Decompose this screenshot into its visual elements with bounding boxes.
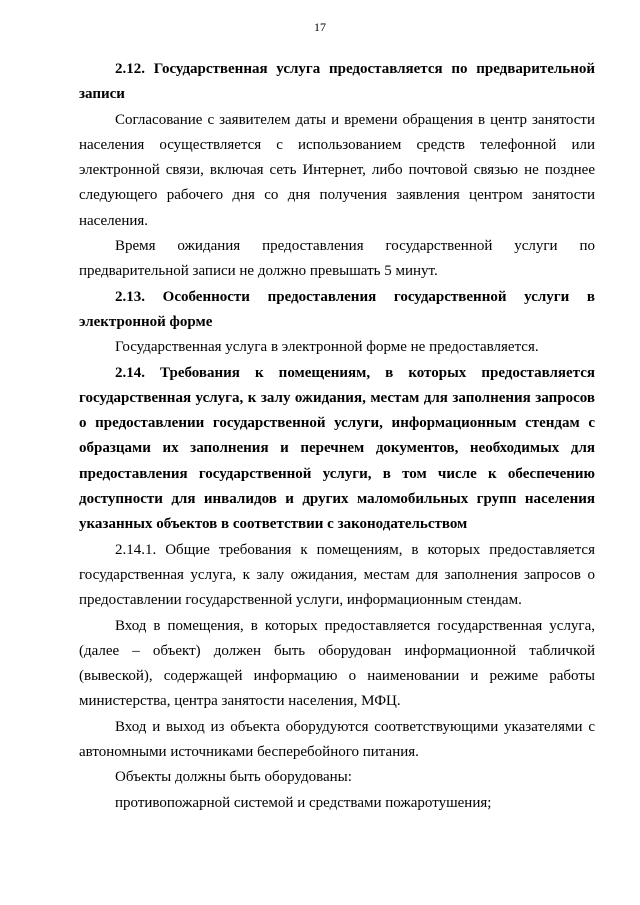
paragraph-electronic-form: Государственная услуга в электронной форме не предоставляется.	[115, 339, 539, 356]
paragraph-appointment-agreement: Согласование с заявителем даты и времени обращения в центр занятости населения осуществляется с использованием средств телефонной или электронной связи, включая сеть Интернет, либо почтовой связью не позднее следующего рабочего дня со дня получения заявления центром занятости населения.	[79, 111, 595, 229]
document-body	[79, 57, 595, 816]
paragraph-entrance-exit-signs: Вход и выход из объекта оборудуются соответствующими указателями с автономными источниками бесперебойного питания.	[79, 718, 595, 761]
paragraph-equipment-intro: Объекты должны быть оборудованы:	[115, 769, 352, 786]
section-heading-2-13: 2.13. Особенности предоставления государственной услуги в электронной форме	[79, 288, 595, 330]
section-heading-2-12: 2.12. Государственная услуга предоставляется по предварительной записи	[79, 61, 595, 103]
paragraph-waiting-time: Время ожидания предоставления государственной услуги по предварительной записи не должно превышать 5 минут.	[79, 238, 595, 280]
paragraph-entrance-sign: Вход в помещения, в которых предоставляется государственная услуга, (далее – объект) должен быть оборудован информационной табличкой (вывеской), содержащей информацию о наименовании и режиме работы министерства, центра занятости населения, МФЦ.	[79, 617, 595, 710]
paragraph-fire-system: противопожарной системой и средствами пожаротушения;	[115, 794, 492, 811]
section-heading-2-14: 2.14. Требования к помещениям, в которых предоставляется государственная услуга, к залу ожидания, местам для заполнения запросов о предоставлении государственной услуги, информационным стендам с образцами их заполнения и перечнем документов, необходимых для предоставления государственной услуги, в том числе к обеспечению доступности для инвалидов и других маломобильных групп населения указанных объектов в соответствии с законодательством	[79, 364, 595, 533]
page-number: 17	[314, 20, 326, 34]
paragraph-2-14-1: 2.14.1. Общие требования к помещениям, в которых предоставляется государственная услуга, к залу ожидания, местам для заполнения запросов о предоставлении государственной услуги, информационным стендам.	[79, 541, 595, 609]
